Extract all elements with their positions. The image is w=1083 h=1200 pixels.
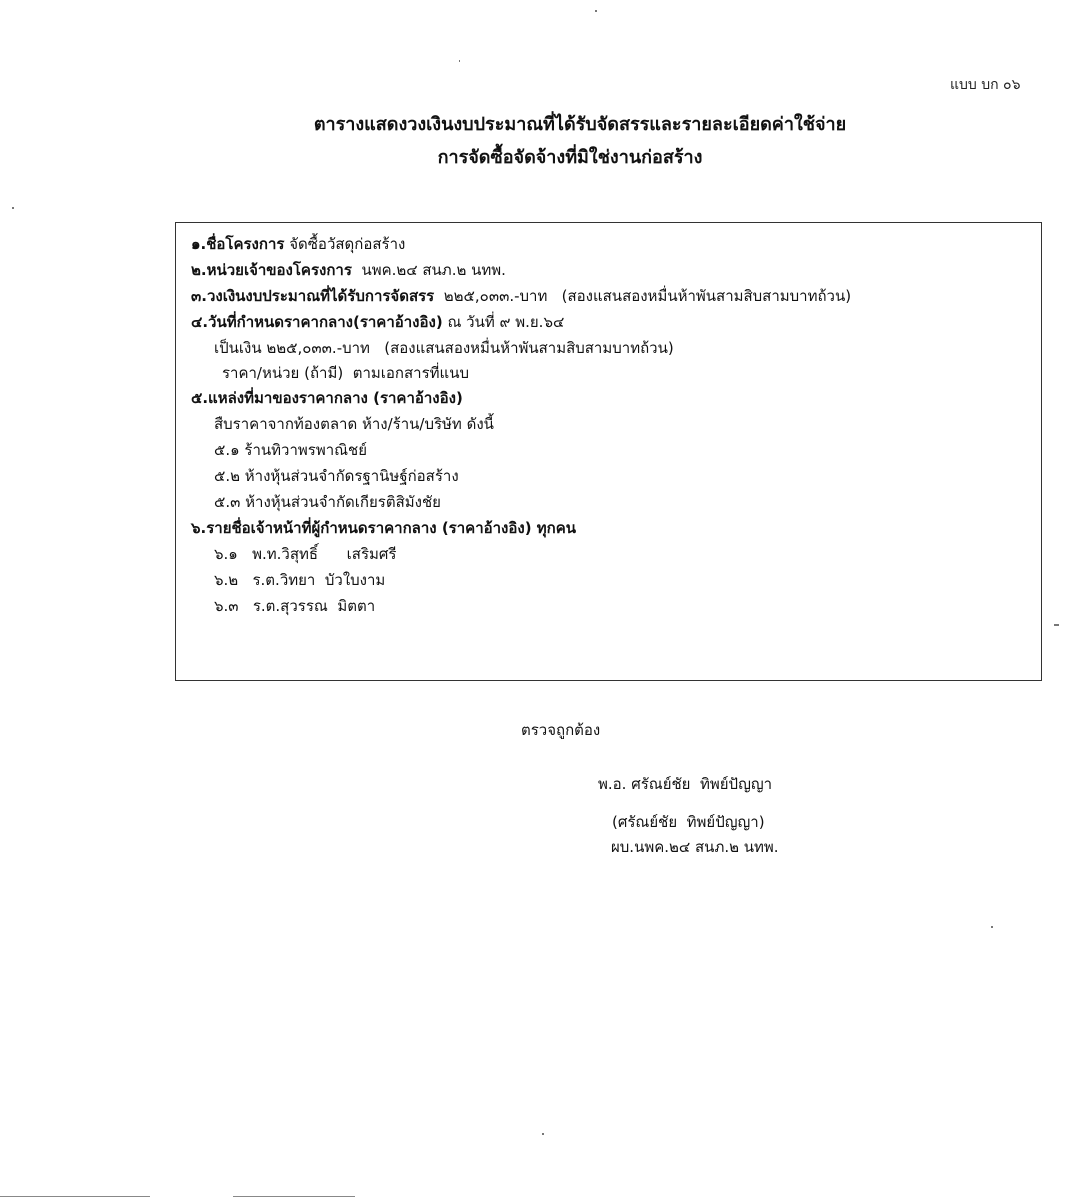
scan-speck: [12, 207, 14, 209]
signer-name-paren: (ศรัณย์ชัย ทิพย์ปัญญา): [612, 813, 765, 831]
officer-item: ๖.๑ พ.ท.วิสุทธิ์ เสริมศรี: [214, 545, 397, 563]
item-project-name: [191, 232, 405, 256]
item-budget-label: ๓.วงเงินงบประมาณที่ได้รับการจัดสรร: [191, 287, 435, 305]
officer-item: ๖.๒ ร.ต.วิทยา บัวใบงาม: [214, 571, 386, 589]
document-title-line1: ตารางแสดงวงเงินงบประมาณที่ได้รับจัดสรรและรายละเอียดค่าใช้จ่าย: [313, 114, 847, 135]
unit-price-line: ราคา/หน่วย (ถ้ามี) ตามเอกสารที่แนบ: [222, 364, 469, 382]
signer-position: ผบ.นพค.๒๔ สนภ.๒ นทพ.: [611, 838, 779, 856]
bottom-rule: [233, 1196, 355, 1197]
signer-rank-name: พ.อ. ศรัณย์ชัย ทิพย์ปัญญา: [598, 775, 773, 793]
item-reference-date: [191, 310, 564, 334]
item-budget: [191, 284, 851, 308]
bottom-rule: [0, 1196, 150, 1197]
price-source-intro: สืบราคาจากท้องตลาด ห้าง/ร้าน/บริษัท ดังนี้: [214, 415, 494, 433]
price-source-item: ๕.๓ ห้างหุ้นส่วนจำกัดเกียรติสิมังชัย: [214, 493, 441, 511]
scan-speck: [991, 926, 993, 928]
scan-speck: [1054, 624, 1059, 626]
reference-amount-line: เป็นเงิน ๒๒๕,๐๓๓.-บาท (สองแสนสองหมื่นห้าพันสามสิบสามบาทถ้วน): [214, 339, 674, 357]
scan-speck: [459, 60, 460, 62]
item-owner-unit-value: นพค.๒๔ สนภ.๒ นทพ.: [351, 261, 506, 279]
scan-speck: [595, 10, 597, 12]
item-price-source-label: [191, 386, 463, 410]
item-budget-value: ๒๒๕,๐๓๓.-บาท (สองแสนสองหมื่นห้าพันสามสิบสามบาทถ้วน): [434, 287, 852, 305]
item-reference-date-label: ๔.วันที่กำหนดราคากลาง(ราคาอ้างอิง): [191, 313, 443, 331]
verified-text: ตรวจถูกต้อง: [521, 721, 601, 739]
form-code: แบบ บก ๐๖: [950, 77, 1021, 93]
item-owner-unit-label: ๒.หน่วยเจ้าของโครงการ: [191, 261, 352, 279]
scan-speck: [542, 1133, 544, 1135]
price-source-label-text: ๕.แหล่งที่มาของราคากลาง (ราคาอ้างอิง): [191, 389, 463, 407]
item-officers-label: [191, 516, 576, 540]
price-source-item: ๕.๑ ร้านทิวาพรพาณิชย์: [214, 441, 368, 459]
item-project-name-label: ๑.ชื่อโครงการ: [191, 235, 285, 253]
officer-item: ๖.๓ ร.ต.สุวรรณ มิตตา: [214, 597, 376, 615]
price-source-item: ๕.๒ ห้างหุ้นส่วนจำกัดรฐานิษฐ์ก่อสร้าง: [214, 467, 459, 485]
item-project-name-value: จัดซื้อวัสดุก่อสร้าง: [284, 235, 406, 253]
document-title-line2: การจัดซื้อจัดจ้างที่มิใช่งานก่อสร้าง: [437, 147, 703, 168]
item-owner-unit: [191, 258, 506, 282]
item-reference-date-value: ณ วันที่ ๙ พ.ย.๖๔: [442, 313, 565, 331]
officers-label-text: ๖.รายชื่อเจ้าหน้าที่ผู้กำหนดราคากลาง (ราคาอ้างอิง) ทุกคน: [191, 519, 577, 537]
